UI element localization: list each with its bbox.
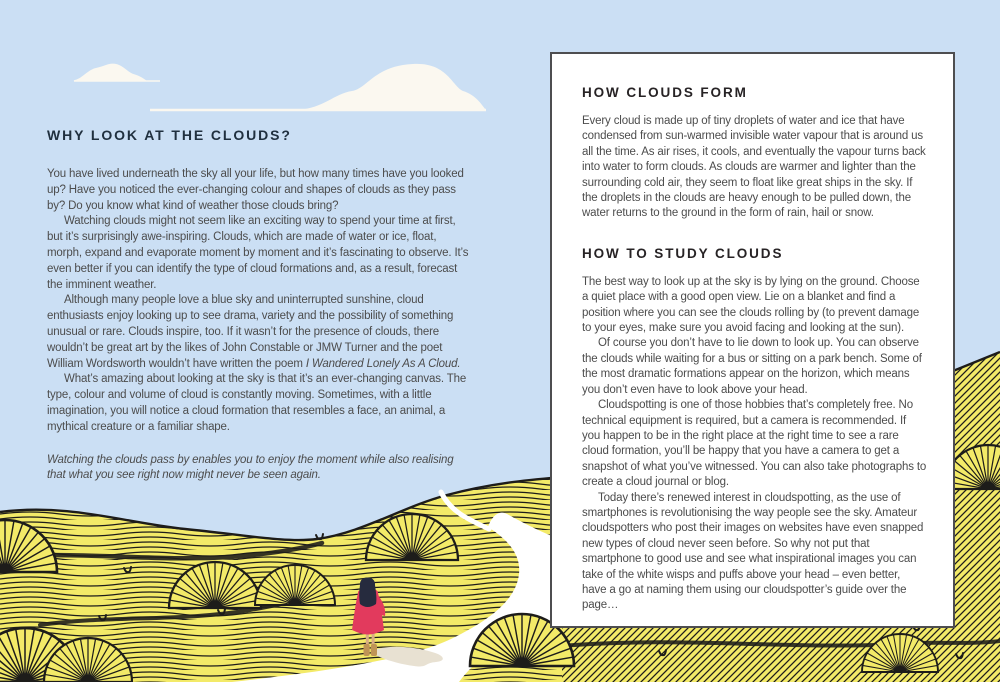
right-page-panel — [550, 52, 955, 628]
italic-footnote: Watching the clouds pass by enables you to enjoy the moment while also realising that what you see right now might never be seen again. — [47, 453, 454, 482]
body-paragraph: You have lived underneath the sky all your life, but how many times have you looked up? Have you noticed the ever-changing colour and shapes of clouds as they pass by? Do you know what kind of weather those clouds bring? — [47, 168, 464, 212]
body-paragraph: What’s amazing about looking at the sky is that it’s an ever-changing canvas. The type, colour and volume of cloud is constantly moving. Sometimes, with a little imagination, you will notice a cloud formation that resembles a face, an animal, a mythical creature or a familiar shape. — [47, 373, 467, 433]
body-paragraph: Of course you don’t have to lie down to look up. You can observe the clouds while waiting for a bus or sitting on a park bench. Some of the most dramatic formations appear on the horizon, which means you don’t even have to look above your head. — [582, 337, 922, 396]
body-paragraph: Watching clouds might not seem like an exciting way to spend your time at first, but it’s surprisingly awe-inspiring. Clouds, which are made of water or ice, float, morph, expand and evaporate moment by moment and it’s fascinating to observe. It’s even better if you can identify the type of cloud formations and, as a result, forecast the imminent weather. — [47, 215, 469, 291]
section-heading-how-clouds-form: HOW CLOUDS FORM — [582, 85, 748, 100]
left-page — [47, 127, 471, 484]
body-paragraph: Cloudspotting is one of those hobbies that’s completely free. No technical equipment is required, but a camera is recommended. If you happen to be in the right place at the right time to see a rare cloud formation, you’ll be happy that you have a camera to get a snapshot of what you’ve witnessed. You can also take photographs to create a cloud journal or blog. — [582, 399, 927, 489]
page-title: WHY LOOK AT THE CLOUDS? — [47, 127, 292, 143]
body-paragraph: Every cloud is made up of tiny droplets of water and ice that have condensed from sun-warmed invisible water vapour that is around us all the time. As air rises, it cools, and eventually the vapour turns back into water to form clouds. As clouds are warmer and lighter than the surrounding cold air, they seem to float like great ships in the sky. If the droplets in the clouds are heavy enough to be pulled down, the water returns to the ground in the form of rain, hail or snow. — [582, 115, 926, 220]
body-paragraph — [47, 293, 471, 372]
body-paragraph: Today there’s renewed interest in cloudspotting, as the use of smartphones is revolutionising the way people see the sky. Amateur cloudspotters who post their images on websites have even snapped new types of cloud never seen before. So why not put that smartphone to good use and see what inspirational images you can take of the white wisps and puffs above your head – even better, have a go at naming them using our cloudspotter’s guide over the page… — [582, 491, 924, 612]
figure-hair — [359, 578, 376, 608]
figure-boot — [371, 644, 377, 656]
paragraph-text: Although many people love a blue sky and uninterrupted sunshine, cloud enthusiasts enjoy looking up to see drama, variety and the possibility of something unusual or rare. Clouds inspire, too. If it wasn’t for the presence of clouds, there wouldn’t be great art by the likes of John Constable or JMW Turner and the poet William Wordsworth wouldn’t have written the poem — [47, 294, 454, 370]
poem-title: I Wandered Lonely As A Cloud. — [305, 357, 461, 370]
section-heading-how-to-study-clouds: HOW TO STUDY CLOUDS — [582, 245, 784, 261]
body-paragraph: The best way to look up at the sky is by lying on the ground. Choose a quiet place with a good open view. Lie on a blanket and find a position where you can see the clouds rolling by (to prevent damage to your eyes, make sure you avoid facing and looking at the sun). — [582, 275, 920, 335]
figure-boot — [364, 644, 370, 656]
